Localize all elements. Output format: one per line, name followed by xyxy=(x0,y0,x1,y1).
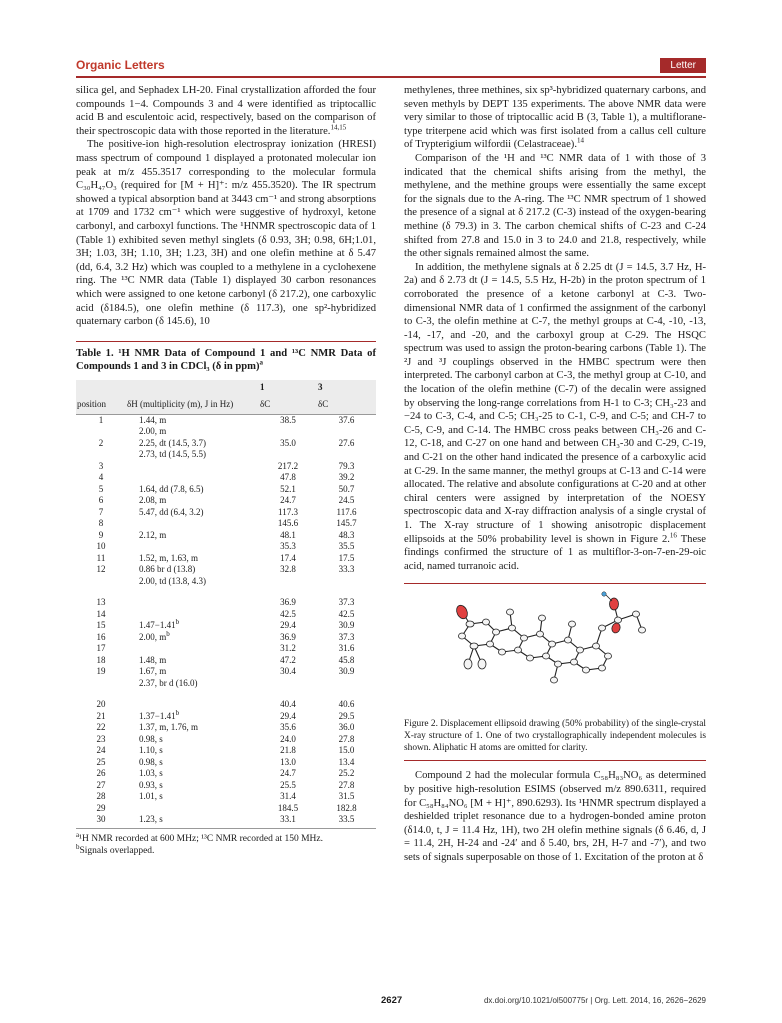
position-cell: 20 xyxy=(96,699,106,710)
table-row xyxy=(76,814,376,828)
position-cell: 11 xyxy=(96,552,106,563)
table-row xyxy=(76,597,376,609)
position-cell: 21 xyxy=(96,710,106,721)
position-cell: 3 xyxy=(98,460,104,471)
position-cell: 29 xyxy=(96,802,106,813)
table-row xyxy=(76,414,376,426)
position-cell: 5 xyxy=(98,483,104,494)
dh-cell xyxy=(126,803,259,815)
position-cell xyxy=(76,678,126,690)
dc3-cell: 37.3 xyxy=(338,631,355,642)
table-row xyxy=(76,780,376,792)
header-rule xyxy=(76,76,706,78)
dc3-cell: 13.4 xyxy=(338,756,355,767)
dc1-cell: 21.8 xyxy=(280,745,296,756)
dc1-cell: 29.4 xyxy=(280,710,296,721)
position-cell: 16 xyxy=(96,631,106,642)
dc3-cell: 30.9 xyxy=(338,620,355,631)
dc1-cell xyxy=(259,426,317,438)
table-row xyxy=(76,768,376,780)
dc3-cell: 50.7 xyxy=(338,483,355,494)
position-cell: 19 xyxy=(96,666,106,677)
dh-cell xyxy=(126,609,259,621)
table-footnotes: $^a$¹H NMR recorded at 600 MHz; ¹³C NMR recorded at 150 MHz. $^b$Signals overlapped. xyxy=(76,830,323,856)
page-number: 2627 xyxy=(381,995,403,1006)
crystal-structure-figure xyxy=(404,583,706,714)
table-row xyxy=(76,495,376,507)
right-paragraph-1: methylenes, three methines, six sp³-hybridized quaternary carbons, and seven methyls by DEPT 135 experiments. The above NMR data were very similar to those of triptocallic acid B (3, Table 1), a multiflorane-type triterpene acid which was first isolated from a callus cell culture of Trypterigium wilfordii (Celastraceae).$^{14}$ xyxy=(404,85,706,151)
position-header: position xyxy=(76,397,126,415)
dc3-cell: 40.6 xyxy=(338,699,355,710)
dc1-cell: 47.2 xyxy=(280,654,296,665)
right-paragraph-4: Compound 2 had the molecular formula C₅₈H₈₃NO₆ as determined by positive high-resolution ESIMS (observed m/z 890.6311, required for C₅₈H₈₄NO₆ [M + H]⁺, 890.6293). Its ¹HNMR spectrum displayed a deshielded triplet resonance due to a hydrogen-bonded amine proton (δ14.0, t, J = 11.4 Hz, 1H), two 2H olefin methine signals (δ 6.46, d, J = 11.4, 2H, H-24 and -24′ and δ 5.40, brs, 2H, H-7 and -7′), and two sets of signals superposable on those of 1. Excitation of the proton at δ xyxy=(404,770,706,863)
dc1-cell: 42.5 xyxy=(280,608,296,619)
dc3-cell: 24.5 xyxy=(338,495,355,506)
position-cell: 26 xyxy=(96,768,106,779)
position-cell: 30 xyxy=(76,814,126,828)
dc3-cell: 37.6 xyxy=(338,414,355,425)
table-row xyxy=(76,699,376,711)
table-caption: Table 1. ¹H NMR Data of Compound 1 and ¹³C NMR Data of Compounds 1 and 3 in CDCl₃ (δ in ppm)$^a$ xyxy=(76,341,376,374)
dh-cell: 1.47−1.41$^b$ xyxy=(139,618,180,631)
left-paragraph-1: silica gel, and Sephadex LH-20. Final crystallization afforded the four compounds 1−4. Compounds 3 and 4 were identified as triptocallic acid B and esculentoic acid, respectively, based on the comparison of their spectroscopic data with those reported in the literature.$^{14,15}$ xyxy=(76,85,376,137)
dc3-cell: 42.5 xyxy=(338,608,355,619)
dc1-header: δC xyxy=(259,397,317,415)
dh-cell xyxy=(126,518,259,530)
dc3-cell: 79.3 xyxy=(338,460,355,471)
dh-cell xyxy=(126,541,259,553)
nmr-table xyxy=(76,380,376,829)
dh-cell: 2.08, m xyxy=(139,495,167,506)
table-row xyxy=(76,632,376,644)
dc3-cell xyxy=(317,576,376,588)
table-row xyxy=(76,757,376,769)
dc1-cell: 184.5 xyxy=(277,802,299,813)
position-cell: 25 xyxy=(96,756,106,767)
dc3-cell xyxy=(317,678,376,690)
table-row xyxy=(76,655,376,667)
dc1-cell: 48.1 xyxy=(280,529,296,540)
dh-cell: 1.64, dd (7.8, 6.5) xyxy=(139,483,204,494)
left-column xyxy=(76,84,376,857)
position-cell: 12 xyxy=(96,564,106,575)
position-cell xyxy=(76,576,126,588)
figure-caption: Figure 2. Displacement ellipsoid drawing (50% probability) of the single-crystal X-ray structure of 1. One of two crystallographically independent molecules is shown. Aliphatic H atoms are omitted for clarity. xyxy=(404,718,706,761)
position-cell: 27 xyxy=(96,779,106,790)
dc3-cell: 33.5 xyxy=(317,814,376,828)
dc1-cell: 40.4 xyxy=(280,699,296,710)
dc1-cell: 35.6 xyxy=(280,722,296,733)
dc1-cell: 36.9 xyxy=(280,597,296,608)
position-cell: 15 xyxy=(96,620,106,631)
dh-cell: 1.37, m, 1.76, m xyxy=(139,722,199,733)
dh-cell xyxy=(126,472,259,484)
dh-cell: 2.73, td (14.5, 5.5) xyxy=(139,449,206,460)
table-row xyxy=(76,734,376,746)
dc3-cell: 182.8 xyxy=(336,802,357,813)
compound-3-header: 3 xyxy=(317,380,376,397)
dc3-header: δC xyxy=(317,397,376,415)
dc1-cell: 145.6 xyxy=(277,518,299,529)
position-cell: 7 xyxy=(98,506,104,517)
journal-name: Organic Letters xyxy=(76,58,165,72)
table-row xyxy=(76,803,376,815)
dh-header: δH (multiplicity (m), J in Hz) xyxy=(126,397,259,415)
dc1-cell: 17.4 xyxy=(280,552,296,563)
position-cell: 4 xyxy=(98,472,104,483)
dh-cell: 5.47, dd (6.4, 3.2) xyxy=(139,506,204,517)
position-cell xyxy=(76,449,126,461)
table-row xyxy=(76,711,376,723)
dc3-cell: 30.9 xyxy=(338,666,355,677)
dc1-cell: 30.4 xyxy=(280,666,296,677)
position-cell: 28 xyxy=(96,791,106,802)
position-cell: 9 xyxy=(98,529,104,540)
table-row xyxy=(76,507,376,519)
dc3-cell: 117.6 xyxy=(336,506,357,517)
dh-cell xyxy=(126,643,259,655)
dc3-cell: 39.2 xyxy=(338,472,355,483)
dh-cell: 1.03, s xyxy=(139,768,163,779)
table-row xyxy=(76,643,376,655)
dc1-cell: 35.3 xyxy=(280,541,296,552)
dc1-cell: 36.9 xyxy=(280,631,296,642)
dc3-cell: 25.2 xyxy=(338,768,355,779)
dc1-cell: 25.5 xyxy=(280,779,296,790)
left-paragraph-2: The positive-ion high-resolution electrospray ionization (HRESI) mass spectrum of compound 1 displayed a protonated molecular ion peak at m/z 455.3517 corresponding to the molecular formula C₃₀H₄₇O₃ (required for [M + H]⁺: m/z 455.3520). The IR spectrum showed a typical absorption band at 3443 cm⁻¹ and strong absorptions at 1709 and 1732 cm⁻¹ which were suggestive of hydroxyl, ketone carbonyl, and carboxyl functions. The ¹HNMR spectroscopic data of 1 (Table 1) exhibited seven methyl singlets (δ 0.93, 3H; 0.98, 6H;1.01, 3H; 1.03, 3H; 1.10, 3H; 1.23, 3H) and one olefin methine at δ 5.47 (dd, 6.4, 3.2 Hz) which was coupled to a methylene in a cyclohexene ring. The ¹³C NMR data (Table 1) displayed 30 carbon resonances which were assigned to one ketone carbonyl (δ 217.2), one carboxylic acid (δ184.5), one olefin methine (δ 117.3), one sp²-hybridized quaternary carbon (δ 145.6), 10 xyxy=(76,139,376,328)
doi-citation[interactable]: dx.doi.org/10.1021/ol500775r | Org. Lett. 2014, 16, 2626−2629 xyxy=(483,996,706,1005)
dh-cell: 1.67, m xyxy=(139,666,167,677)
dc1-cell: 24.7 xyxy=(280,495,296,506)
table-row xyxy=(76,678,376,690)
dh-cell: 2.00, $m^b$ xyxy=(139,629,170,642)
table-row xyxy=(76,666,376,678)
table-row xyxy=(76,461,376,473)
page-header xyxy=(76,57,706,75)
dc3-cell: 27.8 xyxy=(338,779,355,790)
table-row xyxy=(76,791,376,803)
dc3-cell: 27.8 xyxy=(338,733,355,744)
dc1-cell: 13.0 xyxy=(280,756,296,767)
dc3-cell: 145.7 xyxy=(336,518,357,529)
position-cell: 22 xyxy=(96,722,106,733)
dc3-cell: 33.3 xyxy=(338,564,355,575)
dh-cell: 2.37, br d (16.0) xyxy=(139,677,198,688)
dc1-cell: 24.0 xyxy=(280,733,296,744)
dc3-cell xyxy=(317,426,376,438)
section-badge: Letter xyxy=(660,58,706,73)
dc3-cell: 31.5 xyxy=(338,791,355,802)
position-cell: 8 xyxy=(98,518,104,529)
dc3-cell: 31.6 xyxy=(338,643,355,654)
dc3-cell: 29.5 xyxy=(338,710,355,721)
position-cell: 23 xyxy=(96,733,106,744)
dc3-cell: 36.0 xyxy=(338,722,355,733)
position-cell: 10 xyxy=(96,541,106,552)
position-cell: 6 xyxy=(98,495,104,506)
dh-cell: 0.98, s xyxy=(139,756,163,767)
position-cell: 13 xyxy=(96,597,106,608)
position-cell: 17 xyxy=(96,643,106,654)
dc3-cell: 27.6 xyxy=(338,437,355,448)
table-row xyxy=(76,609,376,621)
dc1-cell: 47.8 xyxy=(280,472,296,483)
dc3-cell: 35.5 xyxy=(338,541,355,552)
table-row xyxy=(76,449,376,461)
citation-ref[interactable]: 16 xyxy=(669,531,677,540)
dc1-cell xyxy=(259,449,317,461)
table-row xyxy=(76,541,376,553)
dh-cell: 0.86 br d (13.8) xyxy=(139,564,196,575)
dh-cell xyxy=(126,699,259,711)
ortep-drawing xyxy=(404,584,706,714)
dc1-cell: 24.7 xyxy=(280,768,296,779)
dc1-cell: 31.2 xyxy=(280,643,296,654)
dc1-cell xyxy=(259,576,317,588)
dh-cell: 0.93, s xyxy=(139,779,163,790)
dh-cell: 1.37−1.41$^b$ xyxy=(139,708,180,721)
dh-cell: 2.12, m xyxy=(139,529,167,540)
dh-cell: 1.44, m xyxy=(139,414,167,425)
table-row xyxy=(76,518,376,530)
position-cell: 24 xyxy=(96,745,106,756)
dc3-cell: 48.3 xyxy=(338,529,355,540)
dh-cell xyxy=(126,461,259,473)
dh-cell: 2.25, dt (14.5, 3.7) xyxy=(139,437,206,448)
dc1-cell: 217.2 xyxy=(277,460,299,471)
table-row xyxy=(76,426,376,438)
right-paragraph-3: In addition, the methylene signals at δ 2.25 dt (J = 14.5, 3.7 Hz, H-2a) and δ 2.73 dt (J = 14.5, 5.5 Hz, H-2b) in the proton spectrum of 1 corroborated the presence of a ketone carbonyl at C-3. Two-dimensional NMR data of 1 confirmed the assignment of the carbonyl to C-3, the olefin methine at C-7, the methyl groups at C-4, -10, -13, -14, -17, and -20, and the carboxyl group at C-29. The HSQC spectrum was used to assign the proton-bearing carbons (Table 1). The ²J and ³J couplings observed in the HMBC spectrum were then interpreted. The carbonyl carbon at C-3, the methyl group at C-10, and the location of the olefin methine (C-7) of the decalin were assigned by observing the long-range correlations from H-1 to C-3; CH₃-23 and −24 to C-3, C-4, and C-5; CH₃-25 to C-1, C-9, and C-5; and CH-7 to C-5, C-9, and C-14. The HMBC cross peaks between CH₃-26 and C-12, C-18, and C-27 on one hand and between CH₃-30 and C-29, C-19, and C-21 on the other hand indicated the presence of a carboxylic acid at C-29. In the same manner, the methyl groups at C-13 and C-14 were allocated. The relative and absolute configurations at C-20 and at other chiral centers were assigned by interpretation of the NOESY spectroscopic data and X-ray diffraction analysis of a single crystal of 1. The X-ray structure of 1 showing anisotropic displacement ellipsoids at the 50% probability level is shown in Figure 2.16 These findings confirmed the structure of 1 as multiflor-3-on-7-en-29-oic acid, named turranoic acid. xyxy=(404,261,706,572)
position-cell: 14 xyxy=(96,608,106,619)
dc1-cell: 52.1 xyxy=(280,483,296,494)
table-row xyxy=(76,620,376,632)
right-paragraph-2: Comparison of the ¹H and ¹³C NMR data of 1 with those of 3 indicated that the chemical shifts arising from the methyl, the methylene, and the methine groups were essentially the same except for the signals due to the A-ring. The ¹³C NMR spectrum of 1 showed the presence of a signal at δ 217.2 (C-3) instead of the oxygen-bearing methine (δ 79.3) in 3. The carbon chemical shifts of C-23 and C-24 shifted from 27.8 and 15.0 in 3 to 24.0 and 21.8, respectively, while the other signals remained almost the same. xyxy=(404,152,706,260)
dh-cell: 1.23, s xyxy=(126,814,259,828)
dc3-cell: 15.0 xyxy=(338,745,355,756)
table-row xyxy=(76,576,376,588)
right-column xyxy=(404,84,706,865)
dc1-cell: 31.4 xyxy=(280,791,296,802)
dc3-cell xyxy=(317,449,376,461)
dc1-cell: 38.5 xyxy=(280,414,296,425)
dc3-cell: 37.3 xyxy=(338,597,355,608)
dc1-cell: 117.3 xyxy=(278,506,298,517)
table-row xyxy=(76,484,376,496)
table-row xyxy=(76,472,376,484)
dh-cell: 0.98, s xyxy=(139,733,163,744)
position-cell: 2 xyxy=(98,437,104,448)
table-row xyxy=(76,722,376,734)
dc3-cell: 45.8 xyxy=(338,654,355,665)
position-cell: 18 xyxy=(96,654,106,665)
dc3-cell: 17.5 xyxy=(338,552,355,563)
dc1-cell: 32.8 xyxy=(280,564,296,575)
dh-cell: 1.10, s xyxy=(139,745,163,756)
dh-cell xyxy=(126,597,259,609)
citation-ref[interactable]: 14 xyxy=(577,136,584,145)
position-cell xyxy=(76,426,126,438)
table-row xyxy=(76,745,376,757)
dh-cell: 1.01, s xyxy=(139,791,163,802)
position-cell: 1 xyxy=(98,414,104,425)
table-row xyxy=(76,553,376,565)
dh-cell: 1.52, m, 1.63, m xyxy=(139,552,199,563)
dc1-cell: 33.1 xyxy=(259,814,317,828)
citation-ref[interactable]: 14,15 xyxy=(330,123,347,132)
dc1-cell xyxy=(259,678,317,690)
dc1-cell: 35.0 xyxy=(280,437,296,448)
compound-1-header: 1 xyxy=(259,380,317,397)
table-row xyxy=(76,530,376,542)
table-row xyxy=(76,564,376,576)
dc1-cell: 29.4 xyxy=(280,620,296,631)
dh-cell: 1.48, m xyxy=(139,654,167,665)
dh-cell: 2.00, m xyxy=(139,426,167,437)
table-row xyxy=(76,438,376,450)
dh-cell: 2.00, td (13.8, 4.3) xyxy=(139,575,206,586)
